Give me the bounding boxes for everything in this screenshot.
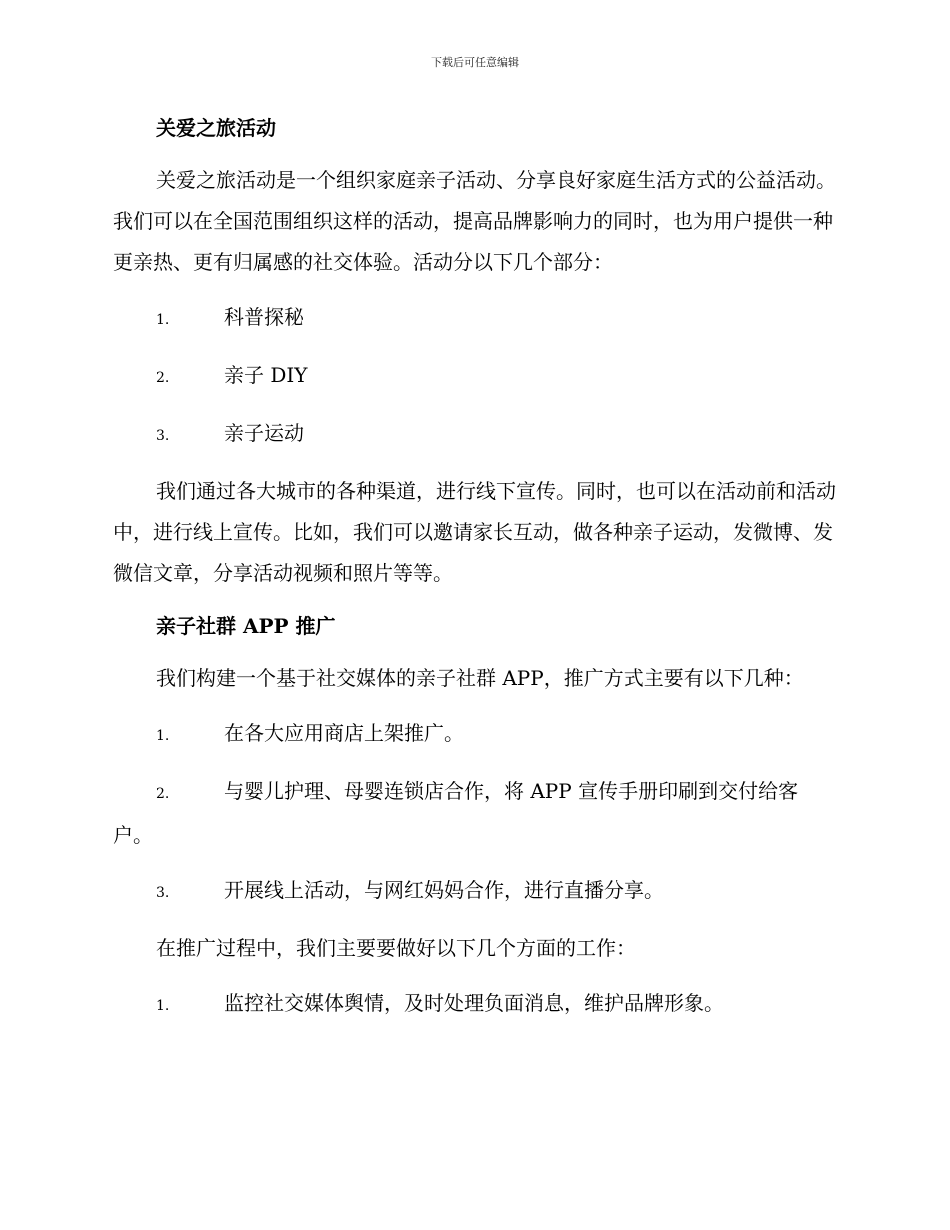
list-item: [113, 413, 838, 457]
list-number: 2.: [156, 786, 170, 802]
document-body: [113, 110, 838, 1041]
list-text: 亲子运动: [224, 421, 304, 445]
list-text: 开展线上活动，与网红妈妈合作，进行直播分享。: [224, 878, 664, 902]
list-text: 与婴儿护理、母婴连锁店合作，将 APP 宣传手册印刷到交付给客户。: [113, 779, 799, 847]
care-trip-promo: 我们通过各大城市的各种渠道，进行线下宣传。同时，也可以在活动前和活动中，进行线上宣传。比如，我们可以邀请家长互动，做各种亲子运动，发微博、发微信文章，分享活动视频和照片等等。: [113, 479, 836, 585]
app-promo-intro: 我们构建一个基于社交媒体的亲子社群 APP，推广方式主要有以下几种：: [156, 666, 804, 690]
work-intro: 在推广过程中，我们主要要做好以下几个方面的工作：: [156, 936, 636, 960]
list-item: [113, 355, 838, 399]
section-title-app-promo: 亲子社群 APP 推广: [156, 614, 336, 638]
list-number: 1.: [156, 998, 170, 1014]
section-title-care-trip: 关爱之旅活动: [156, 116, 276, 140]
list-item: [113, 713, 838, 757]
list-text: 监控社交媒体舆情，及时处理负面消息，维护品牌形象。: [224, 991, 724, 1015]
list-text: 在各大应用商店上架推广。: [224, 721, 464, 745]
list-item: [113, 771, 838, 856]
list-number: 2.: [156, 370, 170, 386]
list-item: [113, 983, 838, 1027]
list-text: 科普探秘: [224, 305, 304, 329]
list-number: 3.: [156, 885, 170, 901]
list-number: 3.: [156, 428, 170, 444]
list-item: [113, 870, 838, 914]
list-number: 1.: [156, 728, 170, 744]
list-text: 亲子 DIY: [224, 363, 308, 387]
page-header: 下载后可任意编辑: [431, 56, 519, 69]
list-item: [113, 297, 838, 341]
care-trip-intro: 关爱之旅活动是一个组织家庭亲子活动、分享良好家庭生活方式的公益活动。我们可以在全国范围组织这样的活动，提高品牌影响力的同时，也为用户提供一种更亲热、更有归属感的社交体验。活动分以下几个部分：: [113, 168, 836, 274]
list-number: 1.: [156, 312, 170, 328]
